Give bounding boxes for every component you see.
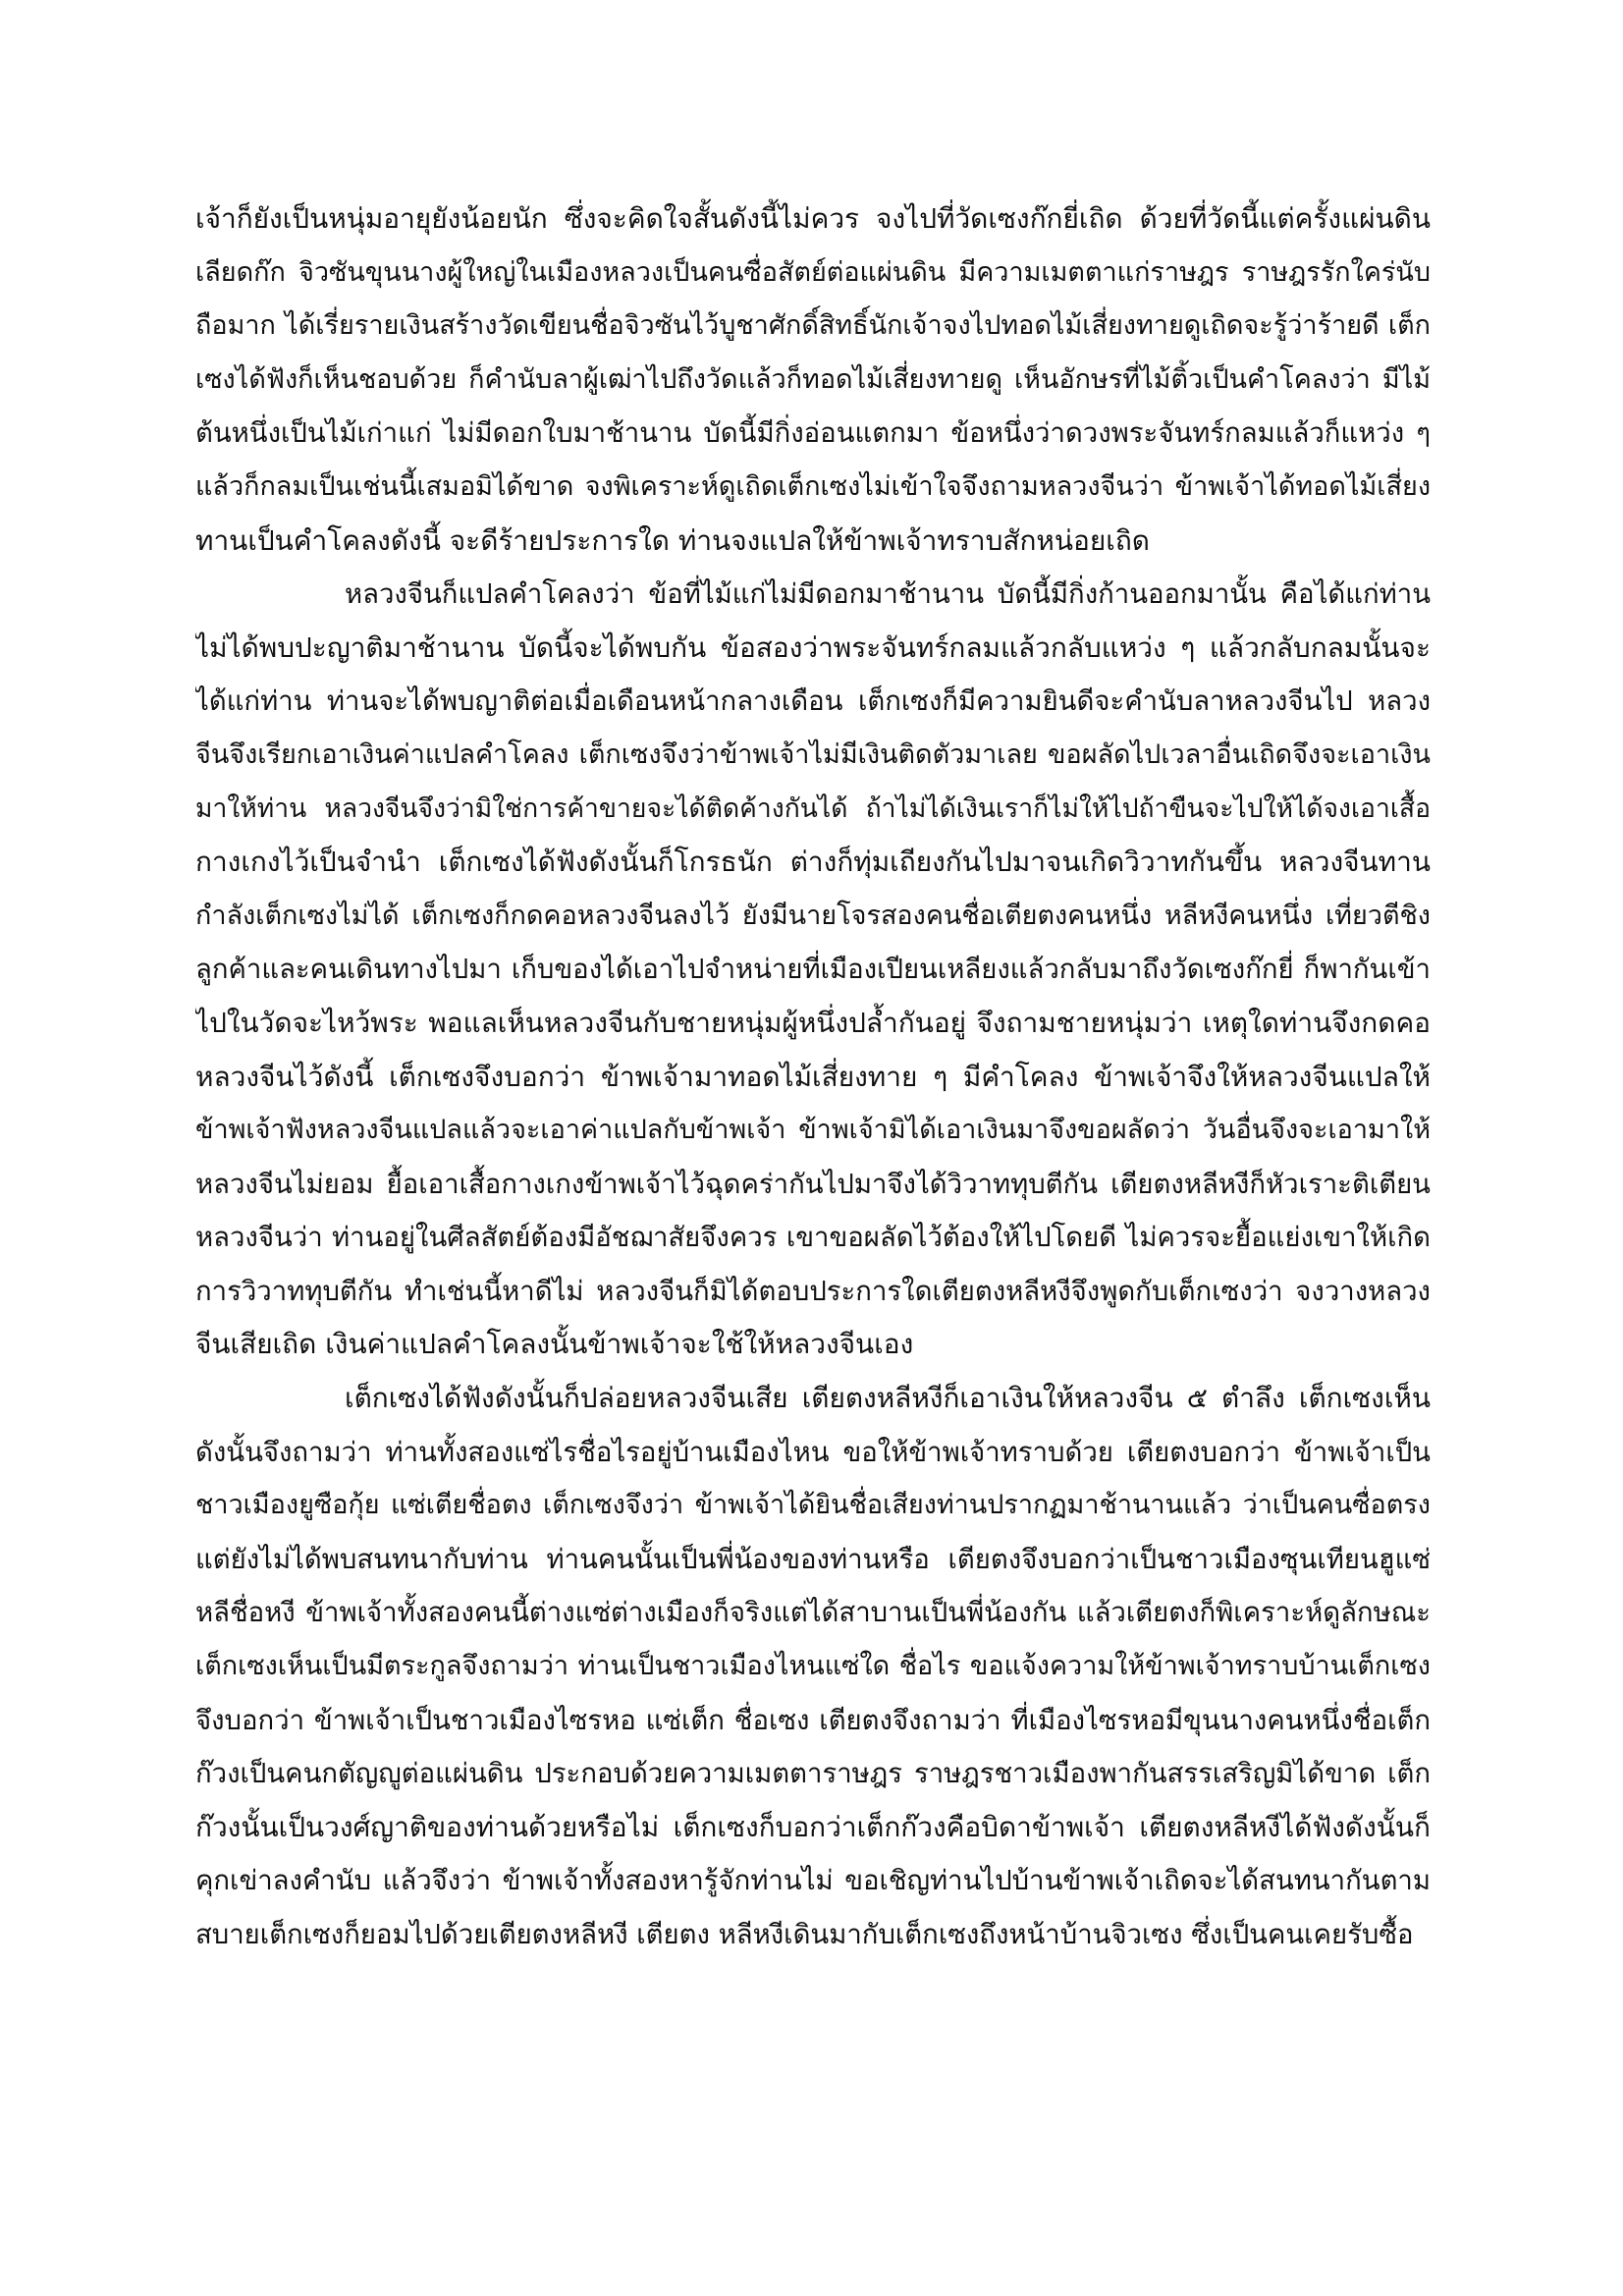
text-line: ชาวเมืองยูซือกุ้ย แซ่เตียชื่อตง เต็กเซงจึงว่า ข้าพเจ้าได้ยินชื่อเสียงท่านปรากฏมาช้านานแล้ว ว่าเป็นคนซื่อตรง — [195, 1490, 1431, 1521]
text-line: เต็กเซงเห็นเป็นมีตระกูลจึงถามว่า ท่านเป็นชาวเมืองไหนแซ่ใด ชื่อไร ขอแจ้งความให้ข้าพเจ้าทราบบ้านเต็กเซง — [195, 1651, 1431, 1682]
text-line: ก๊วงเป็นคนกตัญญูต่อแผ่นดิน ประกอบด้วยความเมตตาราษฎร ราษฎรชาวเมืองพากันสรรเสริญมิได้ขาด เต็ก — [195, 1758, 1431, 1790]
text-line: จึงบอกว่า ข้าพเจ้าเป็นชาวเมืองไซรหอ แซ่เต็ก ชื่อเซง เตียตงจึงถามว่า ที่เมืองไซรหอมีขุนนางคนหนึ่งชื่อเต็ก — [195, 1704, 1431, 1736]
text-line: ได้แก่ท่าน ท่านจะได้พบญาติต่อเมื่อเดือนหน้ากลางเดือน เต็กเซงก็มีความยินดีจะคำนับลาหลวงจีนไป หลวง — [195, 685, 1431, 718]
text-line: แต่ยังไม่ได้พบสนทนากับท่าน ท่านคนนั้นเป็นพี่น้องของท่านหรือ เตียตงจึงบอกว่าเป็นชาวเมืองซุนเทียนฮูแซ่ — [195, 1543, 1431, 1575]
text-line: จีนเสียเถิด เงินค่าแปลคำโคลงนั้นข้าพเจ้าจะใช้ให้หลวงจีนเอง — [195, 1328, 914, 1361]
text-line: มาให้ท่าน หลวงจีนจึงว่ามิใช่การค้าขายจะได้ติดค้างกันได้ ถ้าไม่ได้เงินเราก็ไม่ให้ไปถ้าขืนจะไปให้ได้จงเอาเสื้อ — [195, 793, 1431, 824]
text-line: สบายเต็กเซงก็ยอมไปด้วยเตียตงหลีหงี เตียตง หลีหงีเดินมากับเต็กเซงถึงหน้าบ้านจิวเซง ซึ่งเป็นคนเคยรับซื้อ — [195, 1919, 1414, 1950]
text-line: เจ้าก็ยังเป็นหนุ่มอายุยังน้อยนัก ซึ่งจะคิดใจสั้นดังนี้ไม่ควร จงไปที่วัดเซงก๊กยี่เถิด ด้วยที่วัดนี้แต่ครั้งแผ่นดิน — [195, 202, 1431, 235]
text-line: ลูกค้าและคนเดินทางไปมา เก็บของได้เอาไปจำหน่ายที่เมืองเปียนเหลียงแล้วกลับมาถึงวัดเซงก๊กยี่ ก็พากันเข้า — [195, 954, 1431, 986]
text-line: กางเกงไว้เป็นจำนำ เต็กเซงได้ฟังดังนั้นก็โกรธนัก ต่างก็ทุ่มเถียงกันไปมาจนเกิดวิวาทกันขึ้น หลวงจีนทาน — [195, 846, 1431, 879]
text-line: ถือมาก ได้เรี่ยรายเงินสร้างวัดเขียนชื่อจิวซันไว้บูชาศักดิ์สิทธิ์นักเจ้าจงไปทอดไม้เสี่ยงทายดูเถิดจะรู้ว่าร้ายดี เต็ก — [195, 310, 1431, 342]
text-line: ไปในวัดจะไหว้พระ พอแลเห็นหลวงจีนกับชายหนุ่มผู้หนึ่งปล้ำกันอยู่ จึงถามชายหนุ่มว่า เหตุใดท่านจึงกดคอ — [195, 1006, 1431, 1039]
text-line: หลวงจีนไม่ยอม ยื้อเอาเสื้อกางเกงข้าพเจ้าไว้ฉุดคร่ากันไปมาจึงได้วิวาททุบตีกัน เตียตงหลีหงีก็หัวเราะติเตียน — [195, 1168, 1431, 1200]
text-line: ไม่ได้พบปะญาติมาช้านาน บัดนี้จะได้พบกัน ข้อสองว่าพระจันทร์กลมแล้วกลับแหว่ง ๆ แล้วกลับกลมนั้นจะ — [195, 630, 1431, 664]
text-line: ดังนั้นจึงถามว่า ท่านทั้งสองแซ่ไรชื่อไรอยู่บ้านเมืองไหน ขอให้ข้าพเจ้าทราบด้วย เตียตงบอกว่า ข้าพเจ้าเป็น — [195, 1436, 1431, 1468]
text-line: ทานเป็นคำโคลงดังนี้ จะดีร้ายประการใด ท่านจงแปลให้ข้าพเจ้าทราบสักหน่อยเถิด — [195, 523, 1150, 557]
paragraph — [195, 192, 1431, 568]
paragraph — [195, 568, 1431, 1372]
text-line: ต้นหนึ่งเป็นไม้เก่าแก่ ไม่มีดอกใบมาช้านาน บัดนี้มีกิ่งอ่อนแตกมา ข้อหนึ่งว่าดวงพระจันทร์กลมแล้วก็แหว่ง ๆ — [195, 417, 1431, 450]
text-line: เลียดก๊ก จิวซันขุนนางผู้ใหญ่ในเมืองหลวงเป็นคนซื่อสัตย์ต่อแผ่นดิน มีความเมตตาแก่ราษฎร ราษฎรรักใคร่นับ — [195, 256, 1431, 288]
text-line: หลีชื่อหงี ข้าพเจ้าทั้งสองคนนี้ต่างแซ่ต่างเมืองก็จริงแต่ได้สาบานเป็นพี่น้องกัน แล้วเตียตงก็พิเคราะห์ดูลักษณะ — [195, 1597, 1431, 1629]
text-line: จีนจึงเรียกเอาเงินค่าแปลคำโคลง เต็กเซงจึงว่าข้าพเจ้าไม่มีเงินติดตัวมาเลย ขอผลัดไปเวลาอื่นเถิดจึงจะเอาเงิน — [195, 738, 1431, 770]
text-line: เซงได้ฟังก็เห็นชอบด้วย ก็คำนับลาผู้เฒ่าไปถึงวัดแล้วก็ทอดไม้เสี่ยงทายดู เห็นอักษรที่ไม้ติ้วเป็นคำโคลงว่า มีไม้ — [195, 363, 1431, 395]
text-line: กำลังเต็กเซงไม่ได้ เต็กเซงก็กดคอหลวงจีนลงไว้ ยังมีนายโจรสองคนชื่อเตียตงคนหนึ่ง หลีหงีคนหนึ่ง เที่ยวตีชิง — [195, 900, 1431, 931]
text-line: การวิวาททุบตีกัน ทำเช่นนี้หาดีไม่ หลวงจีนก็มิได้ตอบประการใดเตียตงหลีหงีจึงพูดกับเต็กเซงว่า จงวางหลวง — [195, 1275, 1431, 1307]
text-line: หลวงจีนว่า ท่านอยู่ในศีลสัตย์ต้องมีอัชฌาสัยจึงควร เขาขอผลัดไว้ต้องให้ไปโดยดี ไม่ควรจะยื้อแย่งเขาให้เกิด — [195, 1222, 1431, 1254]
text-line: หลวงจีนไว้ดังนี้ เต็กเซงจึงบอกว่า ข้าพเจ้ามาทอดไม้เสี่ยงทาย ๆ มีคำโคลง ข้าพเจ้าจึงให้หลวงจีนแปลให้ — [195, 1060, 1431, 1093]
paragraph — [195, 1372, 1431, 1962]
text-line: ก๊วงนั้นเป็นวงศ์ญาติของท่านด้วยหรือไม่ เต็กเซงก็บอกว่าเต็กก๊วงคือบิดาข้าพเจ้า เตียตงหลีหงีได้ฟังดังนั้นก็ — [195, 1810, 1431, 1843]
text-line: เต็กเซงได้ฟังดังนั้นก็ปล่อยหลวงจีนเสีย เตียตงหลีหงีก็เอาเงินให้หลวงจีน ๕ ตำลึง เต็กเซงเห็น — [345, 1382, 1431, 1415]
text-line: คุกเข่าลงคำนับ แล้วจึงว่า ข้าพเจ้าทั้งสองหารู้จักท่านไม่ ขอเชิญท่านไปบ้านข้าพเจ้าเถิดจะได้สนทนากันตาม — [195, 1865, 1431, 1897]
text-line: ข้าพเจ้าฟังหลวงจีนแปลแล้วจะเอาค่าแปลกับข้าพเจ้า ข้าพเจ้ามิได้เอาเงินมาจึงขอผลัดว่า วันอื่นจึงจะเอามาให้ — [195, 1115, 1431, 1146]
text-line: หลวงจีนก็แปลคำโคลงว่า ข้อที่ไม้แก่ไม่มีดอกมาช้านาน บัดนี้มีกิ่งก้านออกมานั้น คือได้แก่ท่าน — [345, 578, 1431, 611]
text-line: แล้วก็กลมเป็นเช่นนี้เสมอมิได้ขาด จงพิเคราะห์ดูเถิดเต็กเซงไม่เข้าใจจึงถามหลวงจีนว่า ข้าพเจ้าได้ทอดไม้เสี่ยง — [195, 470, 1431, 502]
body-text — [195, 192, 1431, 1962]
